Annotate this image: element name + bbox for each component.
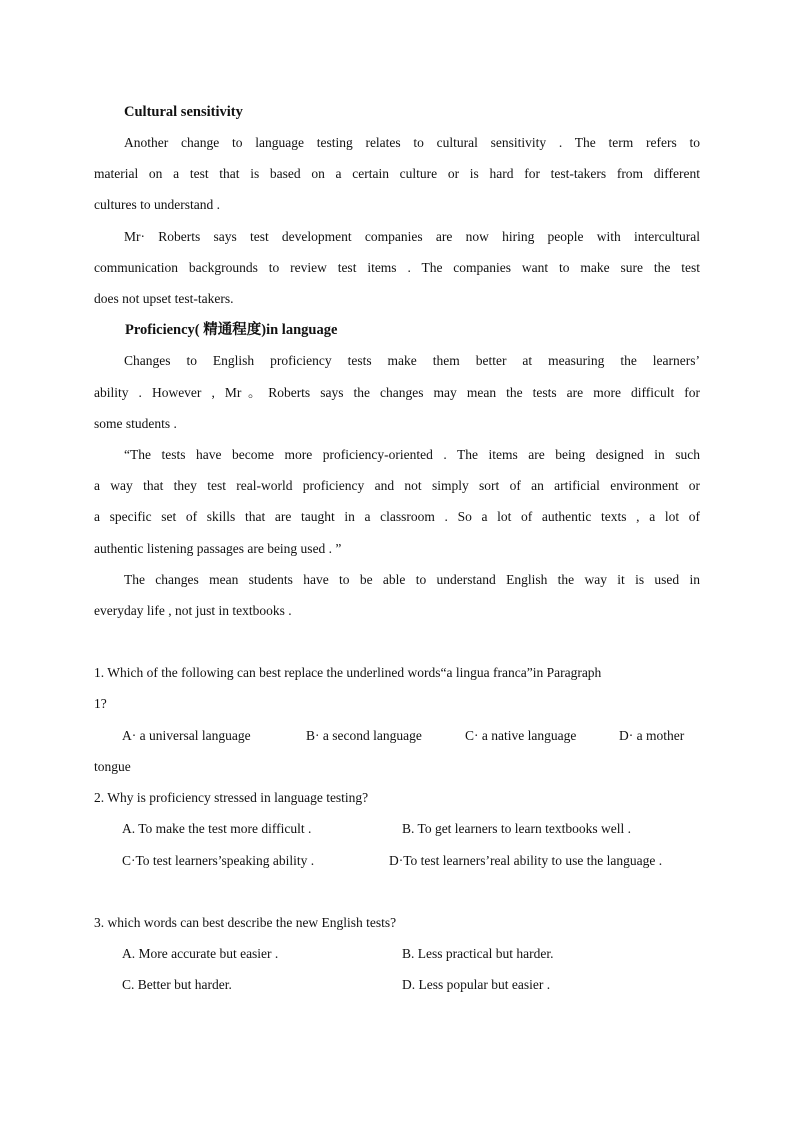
question-2-option-a: A. To make the test more difficult . (122, 821, 312, 836)
question-2-option-c: C·To test learners’speaking ability . (122, 853, 315, 868)
question-3-option-b: B. Less practical but harder. (402, 946, 554, 961)
paragraph-line: communication backgrounds to review test items . The companies want to make sure the test (94, 260, 700, 275)
question-1-stem: 1. Which of the following can best replace the underlined words“a lingua franca”in Paragraph (94, 665, 602, 680)
question-1-stem-continued: 1? (94, 696, 107, 711)
question-1-option-d: D· a mother (619, 728, 685, 743)
paragraph-line: some students . (94, 416, 177, 431)
question-1-option-d-continued: tongue (94, 759, 131, 774)
paragraph-line: ability . However , Mr。Roberts says the changes may mean the tests are more difficult for (94, 385, 700, 400)
question-1-option-a: A· a universal language (122, 728, 251, 743)
question-3-option-d: D. Less popular but easier . (402, 977, 551, 992)
paragraph-line: “The tests have become more proficiency-oriented . The items are being designed in such (124, 447, 700, 462)
question-2-option-d: D·To test learners’real ability to use the language . (389, 853, 663, 868)
question-3-option-c: C. Better but harder. (122, 977, 232, 992)
paragraph-line: a way that they test real-world proficiency and not simply sort of an artificial environment or (94, 478, 700, 493)
question-3-stem: 3. which words can best describe the new English tests? (94, 915, 397, 930)
paragraph-line: Another change to language testing relates to cultural sensitivity . The term refers to (124, 135, 700, 150)
question-2-stem: 2. Why is proficiency stressed in language testing? (94, 790, 369, 805)
question-3-option-a: A. More accurate but easier . (122, 946, 279, 961)
paragraph-line: Mr· Roberts says test development companies are now hiring people with intercultural (124, 229, 700, 244)
section-heading-cultural-sensitivity: Cultural sensitivity (124, 104, 243, 120)
paragraph-line: cultures to understand . (94, 197, 220, 212)
paragraph-line: material on a test that is based on a certain culture or is hard for test-takers from different (94, 166, 700, 181)
paragraph-line: Changes to English proficiency tests make them better at measuring the learners’ (124, 353, 700, 368)
question-1-option-b: B· a second language (306, 728, 422, 743)
paragraph-line: everyday life , not just in textbooks . (94, 603, 292, 618)
paragraph-line: does not upset test-takers. (94, 291, 234, 306)
paragraph-line: a specific set of skills that are taught in a classroom . So a lot of authentic texts , a lot of (94, 509, 700, 524)
question-1-option-c: C· a native language (465, 728, 577, 743)
paragraph-line: The changes mean students have to be able to understand English the way it is used in (124, 572, 700, 587)
paragraph-line: authentic listening passages are being used . ” (94, 541, 342, 556)
section-heading-proficiency: Proficiency( 精通程度)in language (125, 322, 338, 338)
question-2-option-b: B. To get learners to learn textbooks well . (402, 821, 631, 836)
